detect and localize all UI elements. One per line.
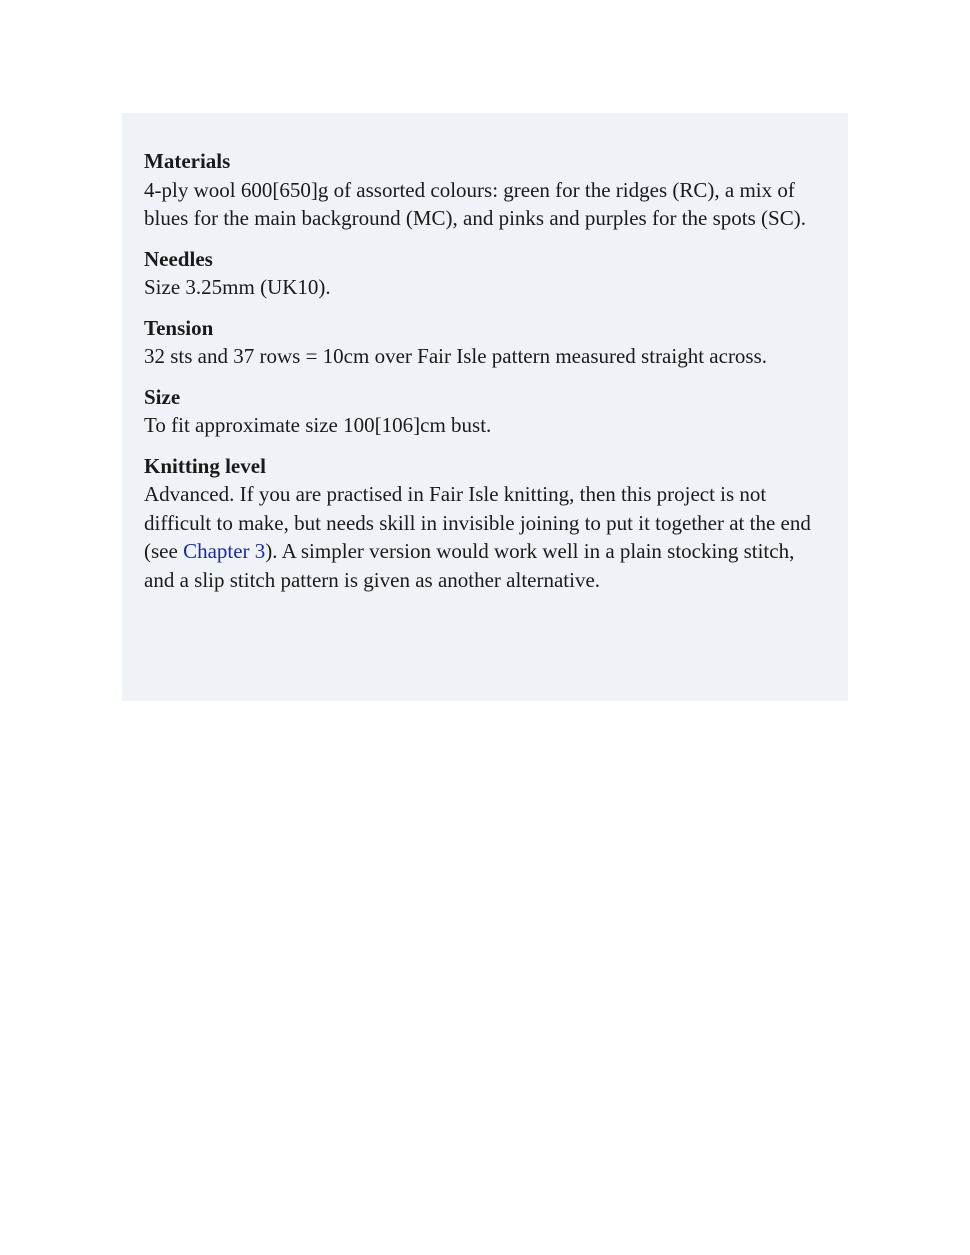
size-heading: Size (144, 384, 181, 409)
needles-section (144, 245, 828, 302)
knitting-level-text-start: Advanced. If you are practised in Fair Isle knitting, then this project is not difficult to make, but needs skill in invisible joining to put it together at the end (see (144, 482, 811, 563)
knitting-level-text (144, 480, 828, 594)
size-section (144, 383, 828, 440)
tension-heading: Tension (144, 315, 214, 340)
materials-text: 4-ply wool 600[650]g of assorted colours: green for the ridges (RC), a mix of blues for the main background (MC), and pinks and purples for the spots (SC). (144, 177, 806, 230)
chapter-3-link[interactable]: Chapter 3 (183, 539, 266, 563)
knitting-level-heading: Knitting level (144, 453, 266, 478)
needles-text: Size 3.25mm (UK10). (144, 275, 331, 299)
needles-heading: Needles (144, 246, 213, 271)
knitting-level-text-end: ). A simpler version would work well in a plain stocking stitch, and a slip stitch pattern is given as another alternative. (144, 539, 795, 592)
tension-text: 32 sts and 37 rows = 10cm over Fair Isle pattern measured straight across. (144, 344, 768, 368)
tension-section (144, 314, 828, 371)
pattern-info-box (122, 113, 848, 701)
size-text: To fit approximate size 100[106]cm bust. (144, 413, 492, 437)
materials-heading: Materials (144, 149, 231, 173)
knitting-level-section (144, 452, 828, 595)
materials-section (144, 147, 828, 233)
